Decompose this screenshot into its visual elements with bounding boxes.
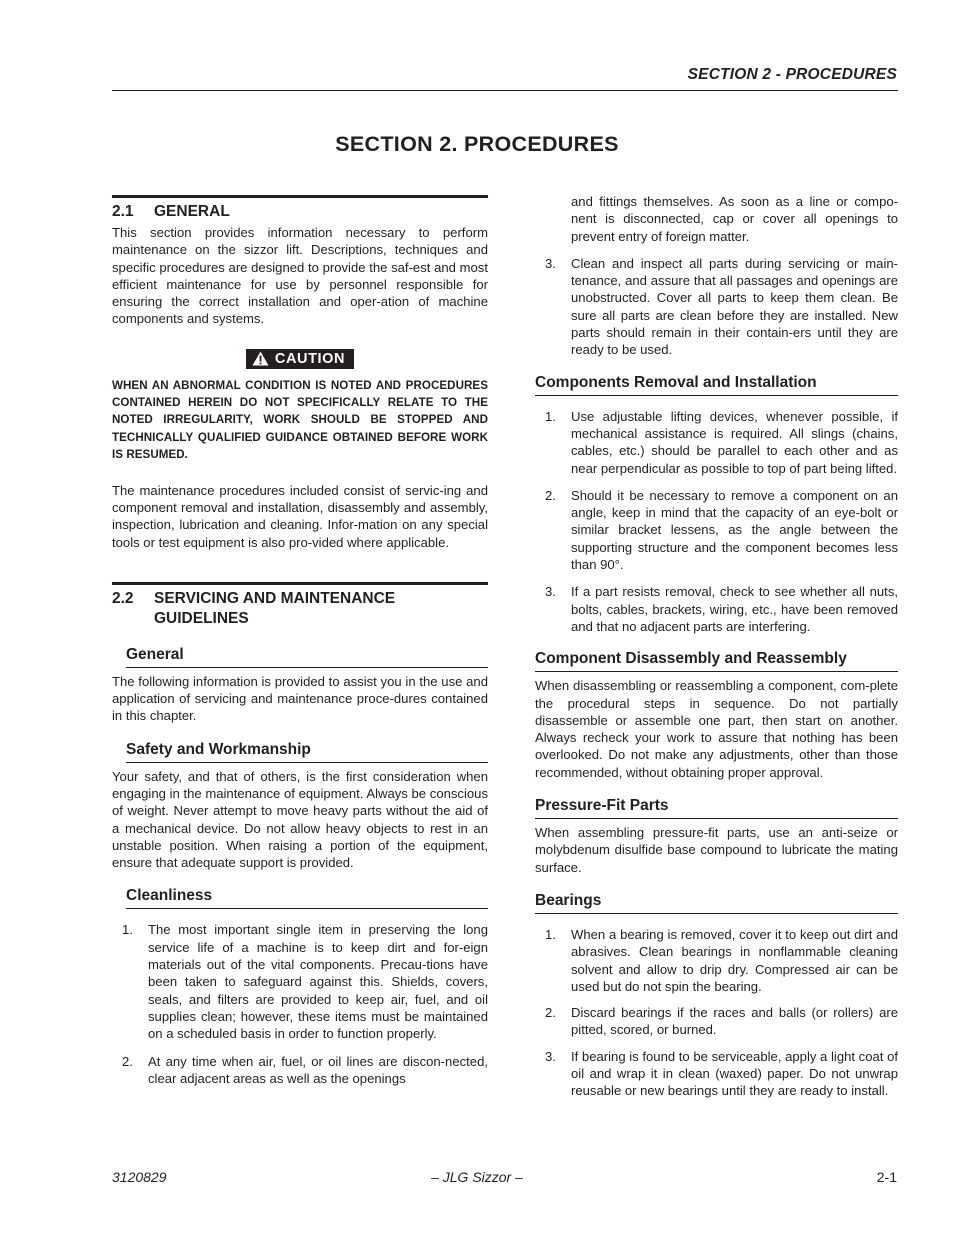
cleanliness-subheading: Cleanliness	[126, 887, 488, 909]
list-item-number: 2.	[122, 1053, 133, 1069]
caution-badge	[246, 349, 354, 369]
pressure-fit-paragraph: When assembling pressure-fit parts, use an anti-seize or molybdenum disulfide base compound to lubricate the mating surface.	[535, 825, 898, 875]
cleanliness-list-continued	[535, 193, 898, 359]
list-item-number: 1.	[122, 922, 133, 938]
list-item	[535, 926, 898, 995]
list-item-number: 1.	[545, 408, 556, 424]
list-item-text: Discard bearings if the races and balls (or rollers) are pitted, scored, or burned.	[571, 1005, 898, 1038]
list-item-text: If bearing is found to be serviceable, apply a light coat of oil and wrap it in clean (waxed) paper. Do not unwrap reusable or new bearings until they are ready to install.	[571, 1048, 898, 1099]
left-column	[112, 195, 488, 1087]
list-item-text: When a bearing is removed, cover it to keep out dirt and abrasives. Clean bearings in nonflammable cleaning solvent and allow to drip dry. Compressed air can be used but do not spin the bearing.	[571, 926, 898, 994]
section-heading-text: GENERAL	[154, 203, 230, 220]
header-rule	[112, 90, 898, 91]
footer-doc-number: 3120829	[112, 1169, 167, 1185]
list-item-number: 3.	[545, 1048, 556, 1064]
list-item	[535, 583, 898, 635]
section-heading-text: SERVICING AND MAINTENANCE GUIDELINES	[154, 589, 396, 627]
bearings-subheading: Bearings	[535, 892, 898, 914]
list-item	[112, 1053, 488, 1088]
disassembly-subheading: Component Disassembly and Reassembly	[535, 650, 898, 672]
list-item-number: 3.	[545, 584, 556, 600]
list-item	[535, 255, 898, 359]
list-item-text: Clean and inspect all parts during servicing or main-tenance, and assure that all passages and openings are unobstructed. Cover all parts to keep them clean. Be sure all parts are clean before they are installed. New parts should remain in their contain-ers until they are ready to be used.	[571, 255, 898, 358]
general-subheading: General	[126, 646, 488, 668]
list-item	[535, 1004, 898, 1039]
list-item-number	[535, 193, 571, 245]
maintenance-paragraph: The maintenance procedures included consist of servic-ing and component removal and installation, disassembly and assembly, inspection, lubrication and cleaning. Infor-mation on any special tools or test equipment is also pro-vided where applicable.	[112, 482, 488, 550]
footer-center-title: – JLG Sizzor –	[431, 1169, 523, 1185]
list-item-text: If a part resists removal, check to see whether all nuts, bolts, cables, brackets, wiring, etc., have been removed and that no adjacent parts are interfering.	[571, 584, 898, 634]
list-item	[535, 408, 898, 477]
safety-subheading: Safety and Workmanship	[126, 741, 488, 763]
list-item-text: Should it be necessary to remove a component on an angle, keep in mind that the capacity of an eye-bolt or similar bracket lessens, as the angle between the supporting structure and the component becomes less than 90°.	[571, 487, 898, 573]
list-item-text: and fittings themselves. As soon as a line or compo-nent is disconnected, cap or cover all openings to prevent entry of foreign matter.	[571, 194, 898, 244]
list-item	[535, 1048, 898, 1100]
cleanliness-list	[112, 921, 488, 1087]
general-intro-paragraph: This section provides information necessary to perform maintenance on the sizzor lift. Descriptions, techniques and specific procedures are designed to provide the saf-est and most efficient maintenance for use by personnel responsible for ensuring the correct installation and oper-ation of machine components and systems.	[112, 225, 488, 327]
footer-page-number: 2-1	[876, 1169, 897, 1185]
section-number: 2.2	[112, 589, 134, 607]
pressure-fit-subheading: Pressure-Fit Parts	[535, 797, 898, 819]
caution-message: WHEN AN ABNORMAL CONDITION IS NOTED AND PROCEDURES CONTAINED HEREIN DO NOT SPECIFICALLY RELATE TO THE NOTED IRREGULARITY, WORK SHOULD BE STOPPED AND TECHNICALLY QUALIFIED GUIDANCE OBTAINED BEFORE WORK IS RESUMED.	[112, 378, 488, 462]
list-item-text: Use adjustable lifting devices, whenever possible, if mechanical assistance is required. All slings (chains, cables, etc.) should be parallel to each other and as near perpendicular as possible to top of part being lifted.	[571, 408, 898, 476]
list-item-text: The most important single item in preserving the long service life of a machine is to keep dirt and for-eign materials out of the vital components. Precau-tions have been taken to safeguard against this. Shields, covers, seals, and filters are provided to keep air, fuel, and oil supplies clean; however, these items must be maintained on a scheduled basis in order to function properly.	[148, 922, 488, 1042]
right-column	[535, 193, 898, 1100]
list-item	[535, 487, 898, 573]
caution-label-wrap	[112, 349, 488, 371]
bearings-list	[535, 926, 898, 1100]
list-item-number: 2.	[545, 1005, 556, 1021]
list-item	[535, 193, 898, 245]
warning-triangle-icon	[252, 351, 269, 366]
section-2-1-heading	[112, 195, 488, 222]
section-title: SECTION 2. PROCEDURES	[335, 132, 619, 156]
section-2-2-heading	[112, 582, 488, 629]
list-item-number: 3.	[545, 255, 556, 271]
list-item-text: At any time when air, fuel, or oil lines are discon-nected, clear adjacent areas as well as the openings	[148, 1053, 488, 1086]
list-item-number: 1.	[545, 926, 556, 942]
safety-paragraph: Your safety, and that of others, is the first consideration when engaging in the maintenance of equipment. Always be conscious of weight. Never attempt to move heavy parts without the aid of a mechanical device. Do not allow heavy objects to rest in an unstable position. When raising a portion of the equipment, ensure that adequate support is provided.	[112, 768, 488, 871]
removal-subheading: Components Removal and Installation	[535, 374, 898, 396]
general-paragraph: The following information is provided to assist you in the use and application of servicing and maintenance proce-dures contained in this chapter.	[112, 673, 488, 724]
running-head: SECTION 2 - PROCEDURES	[687, 66, 897, 83]
disassembly-paragraph: When disassembling or reassembling a component, com-plete the procedural steps in sequence. Do not partially disassemble or assemble one part, then start on another. Always recheck your work to assure that nothing has been overlooked. Do not make any adjustments, other than those recommended, without obtaining proper approval.	[535, 678, 898, 780]
caution-label: CAUTION	[274, 350, 346, 367]
list-item-number: 2.	[545, 487, 556, 503]
section-number: 2.1	[112, 203, 134, 220]
list-item	[112, 921, 488, 1042]
removal-list	[535, 408, 898, 636]
